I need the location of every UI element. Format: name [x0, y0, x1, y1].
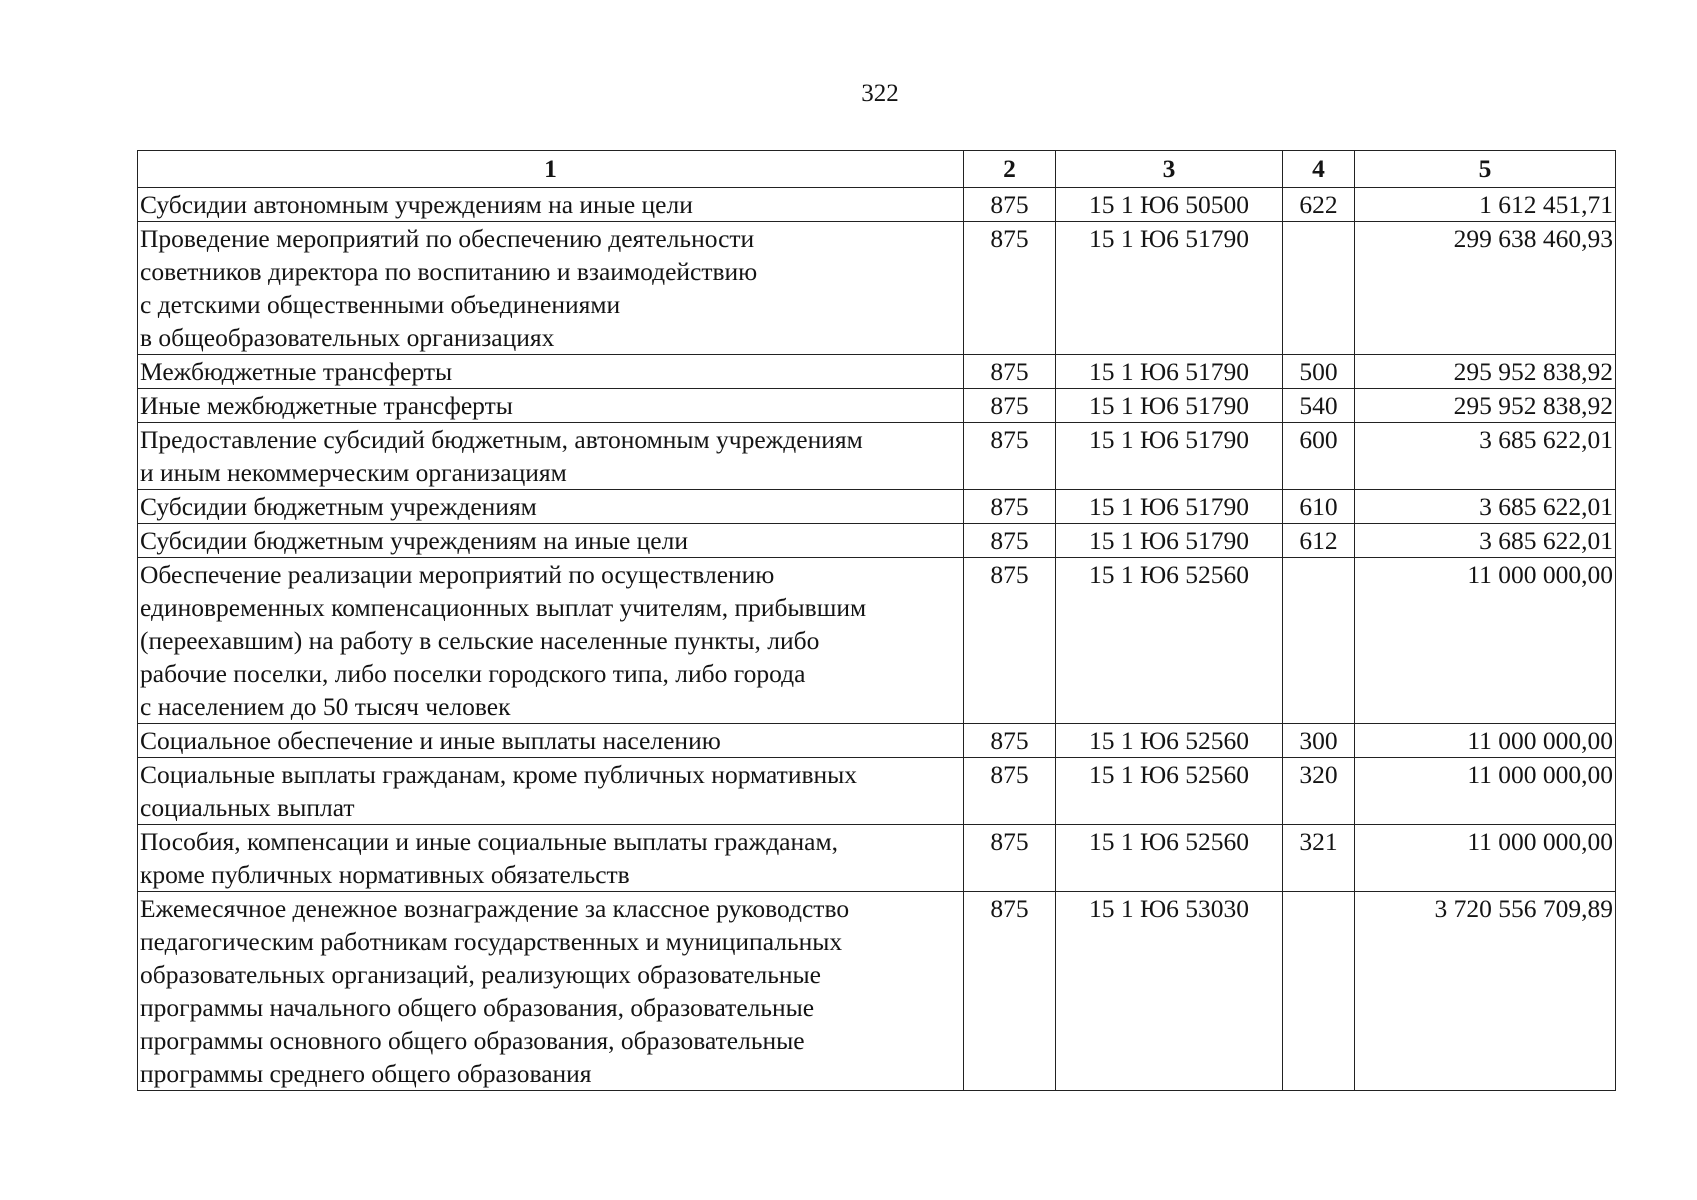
row-amount-cell: 295 952 838,92 — [1355, 355, 1616, 389]
budget-table — [137, 150, 1616, 1091]
table-row — [138, 490, 1616, 524]
table-row — [138, 389, 1616, 423]
row-name-line: Предоставление субсидий бюджетным, автономным учреждениям — [140, 425, 863, 454]
table-row — [138, 355, 1616, 389]
row-amount-cell: 3 685 622,01 — [1355, 524, 1616, 558]
row-target-article-cell: 15 1 Ю6 52560 — [1056, 825, 1283, 892]
row-ved-code-cell: 875 — [964, 758, 1056, 825]
row-ved-code-cell: 875 — [964, 389, 1056, 423]
row-expense-type-cell: 622 — [1283, 188, 1355, 222]
row-expense-type-cell: 612 — [1283, 524, 1355, 558]
row-name-line: Социальное обеспечение и иные выплаты населению — [140, 726, 721, 755]
row-name-cell — [138, 355, 964, 389]
row-name-line: единовременных компенсационных выплат учителям, прибывшим — [140, 593, 867, 622]
row-amount-cell: 11 000 000,00 — [1355, 724, 1616, 758]
row-name-line: программы основного общего образования, образовательные — [140, 1026, 805, 1055]
row-name-line: с населением до 50 тысяч человек — [140, 692, 511, 721]
row-name-line: советников директора по воспитанию и взаимодействию — [140, 257, 758, 286]
row-expense-type-cell: 320 — [1283, 758, 1355, 825]
row-name-line: социальных выплат — [140, 793, 355, 822]
row-name-cell — [138, 423, 964, 490]
row-expense-type-cell — [1283, 222, 1355, 355]
row-amount-cell: 3 720 556 709,89 — [1355, 892, 1616, 1091]
row-amount-cell: 299 638 460,93 — [1355, 222, 1616, 355]
row-expense-type-cell: 610 — [1283, 490, 1355, 524]
row-name-cell — [138, 222, 964, 355]
row-amount-cell: 11 000 000,00 — [1355, 558, 1616, 724]
row-name-line: Субсидии бюджетным учреждениям — [140, 492, 537, 521]
row-ved-code-cell: 875 — [964, 222, 1056, 355]
row-name-cell — [138, 524, 964, 558]
row-expense-type-cell: 300 — [1283, 724, 1355, 758]
row-amount-cell: 11 000 000,00 — [1355, 758, 1616, 825]
row-name-line: Социальные выплаты гражданам, кроме публичных нормативных — [140, 760, 858, 789]
row-amount-cell: 3 685 622,01 — [1355, 490, 1616, 524]
row-ved-code-cell: 875 — [964, 825, 1056, 892]
row-name-line: с детскими общественными объединениями — [140, 290, 621, 319]
row-target-article-cell: 15 1 Ю6 53030 — [1056, 892, 1283, 1091]
column-header-3: 3 — [1056, 151, 1283, 188]
row-name-line: программы начального общего образования, образовательные — [140, 993, 815, 1022]
table-body — [138, 188, 1616, 1091]
row-name-cell — [138, 892, 964, 1091]
row-name-cell — [138, 724, 964, 758]
row-target-article-cell: 15 1 Ю6 50500 — [1056, 188, 1283, 222]
row-target-article-cell: 15 1 Ю6 51790 — [1056, 524, 1283, 558]
row-name-line: в общеобразовательных организациях — [140, 323, 555, 352]
row-name-cell — [138, 758, 964, 825]
row-name-line: Иные межбюджетные трансферты — [140, 391, 513, 420]
row-ved-code-cell: 875 — [964, 490, 1056, 524]
column-header-4: 4 — [1283, 151, 1355, 188]
row-target-article-cell: 15 1 Ю6 52560 — [1056, 558, 1283, 724]
row-amount-cell: 3 685 622,01 — [1355, 423, 1616, 490]
row-name-line: Субсидии бюджетным учреждениям на иные цели — [140, 526, 688, 555]
row-target-article-cell: 15 1 Ю6 51790 — [1056, 389, 1283, 423]
row-ved-code-cell: 875 — [964, 188, 1056, 222]
table-row — [138, 222, 1616, 355]
row-expense-type-cell: 600 — [1283, 423, 1355, 490]
row-name-line: Обеспечение реализации мероприятий по осуществлению — [140, 560, 775, 589]
table-header-row — [138, 151, 1616, 188]
row-name-cell — [138, 389, 964, 423]
table-row — [138, 423, 1616, 490]
row-target-article-cell: 15 1 Ю6 52560 — [1056, 758, 1283, 825]
row-ved-code-cell: 875 — [964, 558, 1056, 724]
row-name-line: педагогическим работникам государственных и муниципальных — [140, 927, 843, 956]
row-name-cell — [138, 825, 964, 892]
row-name-cell — [138, 558, 964, 724]
column-header-2: 2 — [964, 151, 1056, 188]
row-target-article-cell: 15 1 Ю6 51790 — [1056, 222, 1283, 355]
table-row — [138, 524, 1616, 558]
row-expense-type-cell — [1283, 892, 1355, 1091]
page-number: 322 — [861, 80, 899, 107]
table-row — [138, 758, 1616, 825]
row-name-line: программы среднего общего образования — [140, 1059, 592, 1088]
table-row — [138, 892, 1616, 1091]
table-row — [138, 188, 1616, 222]
row-target-article-cell: 15 1 Ю6 51790 — [1056, 423, 1283, 490]
row-name-line: Межбюджетные трансферты — [140, 357, 453, 386]
row-target-article-cell: 15 1 Ю6 52560 — [1056, 724, 1283, 758]
table-row — [138, 724, 1616, 758]
row-name-line: и иным некоммерческим организациям — [140, 458, 567, 487]
row-name-line: (переехавшим) на работу в сельские населенные пункты, либо — [140, 626, 820, 655]
table-row — [138, 558, 1616, 724]
row-target-article-cell: 15 1 Ю6 51790 — [1056, 355, 1283, 389]
table-row — [138, 825, 1616, 892]
row-ved-code-cell: 875 — [964, 724, 1056, 758]
row-name-line: рабочие поселки, либо поселки городского типа, либо города — [140, 659, 806, 688]
row-expense-type-cell: 321 — [1283, 825, 1355, 892]
row-name-line: кроме публичных нормативных обязательств — [140, 860, 630, 889]
row-ved-code-cell: 875 — [964, 892, 1056, 1091]
column-header-1: 1 — [138, 151, 964, 188]
row-name-line: Проведение мероприятий по обеспечению деятельности — [140, 224, 755, 253]
row-name-line: образовательных организаций, реализующих образовательные — [140, 960, 821, 989]
row-name-line: Ежемесячное денежное вознаграждение за классное руководство — [140, 894, 850, 923]
row-target-article-cell: 15 1 Ю6 51790 — [1056, 490, 1283, 524]
row-amount-cell: 295 952 838,92 — [1355, 389, 1616, 423]
column-header-5: 5 — [1355, 151, 1616, 188]
row-expense-type-cell: 500 — [1283, 355, 1355, 389]
row-ved-code-cell: 875 — [964, 355, 1056, 389]
row-ved-code-cell: 875 — [964, 423, 1056, 490]
row-name-line: Субсидии автономным учреждениям на иные цели — [140, 190, 693, 219]
row-name-line: Пособия, компенсации и иные социальные выплаты гражданам, — [140, 827, 838, 856]
row-name-cell — [138, 188, 964, 222]
row-expense-type-cell: 540 — [1283, 389, 1355, 423]
row-name-cell — [138, 490, 964, 524]
row-ved-code-cell: 875 — [964, 524, 1056, 558]
row-amount-cell: 11 000 000,00 — [1355, 825, 1616, 892]
row-amount-cell: 1 612 451,71 — [1355, 188, 1616, 222]
row-expense-type-cell — [1283, 558, 1355, 724]
